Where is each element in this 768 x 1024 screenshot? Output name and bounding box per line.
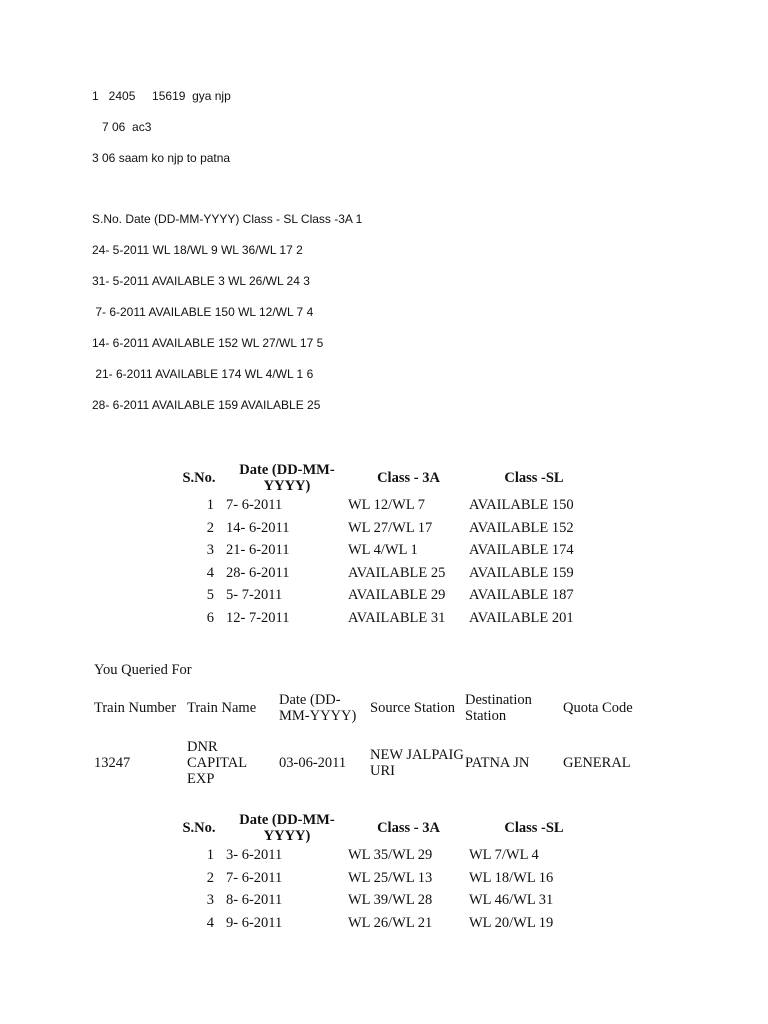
query-header-train-number: Train Number: [94, 700, 177, 716]
cell-date: 14- 6-2011: [226, 519, 290, 536]
table-row: [172, 517, 599, 540]
list-item: 24- 5-2011 WL 18/WL 9 WL 36/WL 17 2: [92, 243, 303, 257]
header-date: Date (DD-MM-YYYY): [239, 812, 335, 844]
cell-class-sl: AVAILABLE 150: [469, 497, 574, 514]
query-train-number: 13247: [94, 755, 131, 771]
query-table: [94, 682, 653, 792]
cell-sno: 1: [206, 847, 214, 864]
list-item: 7- 6-2011 AVAILABLE 150 WL 12/WL 7 4: [92, 305, 314, 319]
header-date: Date (DD-MM-YYYY): [239, 462, 335, 494]
list-item: 21- 6-2011 AVAILABLE 174 WL 4/WL 1 6: [92, 367, 314, 381]
list-item: S.No. Date (DD-MM-YYYY) Class - SL Class -3A 1: [92, 212, 363, 226]
header-class-sl: Class -SL: [504, 470, 564, 486]
query-date: 03-06-2011: [279, 755, 347, 771]
availability-table: [172, 462, 599, 629]
cell-class-sl: AVAILABLE 159: [469, 564, 574, 581]
cell-class-3a: WL 4/WL 1: [348, 542, 418, 559]
list-item: 28- 6-2011 AVAILABLE 159 AVAILABLE 25: [92, 398, 321, 412]
cell-sno: 4: [206, 564, 214, 581]
query-quota: GENERAL: [563, 755, 631, 771]
query-train-name: DNR CAPITAL EXP: [187, 739, 247, 787]
cell-class-sl: AVAILABLE 187: [469, 587, 574, 604]
table-row: [172, 844, 599, 867]
cell-class-sl: AVAILABLE 174: [469, 542, 574, 559]
query-header-quota: Quota Code: [563, 700, 633, 716]
cell-class-3a: AVAILABLE 29: [348, 587, 446, 604]
header-sno: S.No.: [182, 470, 216, 486]
cell-class-3a: WL 26/WL 21: [348, 914, 433, 931]
cell-date: 8- 6-2011: [226, 892, 283, 909]
cell-class-sl: WL 18/WL 16: [469, 869, 554, 886]
query-header-source: Source Station: [370, 700, 455, 716]
cell-date: 5- 7-2011: [226, 587, 283, 604]
header-sno: S.No.: [182, 820, 216, 836]
cell-sno: 5: [206, 587, 214, 604]
cell-sno: 1: [206, 497, 214, 514]
table-header-row: [172, 812, 599, 844]
cell-class-sl: AVAILABLE 152: [469, 519, 574, 536]
availability-table-2: [172, 812, 599, 934]
query-title: You Queried For: [94, 662, 192, 678]
cell-date: 28- 6-2011: [226, 564, 290, 581]
note-line: 3 06 saam ko njp to patna: [92, 151, 231, 165]
query-header-date: Date (DD-MM-YYYY): [279, 692, 357, 724]
table-row: [172, 889, 599, 912]
cell-sno: 2: [206, 519, 214, 536]
cell-class-3a: WL 39/WL 28: [348, 892, 433, 909]
table-row: [172, 584, 599, 607]
note-line: 7 06 ac3: [92, 120, 152, 134]
query-destination: PATNA JN: [465, 755, 530, 771]
cell-sno: 3: [206, 542, 214, 559]
table-row: [172, 867, 599, 890]
cell-date: 7- 6-2011: [226, 497, 283, 514]
table-row: [172, 562, 599, 585]
query-source: NEW JALPAIGURI: [370, 747, 464, 779]
list-item: 14- 6-2011 AVAILABLE 152 WL 27/WL 17 5: [92, 336, 324, 350]
cell-date: 3- 6-2011: [226, 847, 283, 864]
table-row: [172, 912, 599, 935]
cell-sno: 3: [206, 892, 214, 909]
cell-class-sl: WL 20/WL 19: [469, 914, 554, 931]
header-class-sl: Class -SL: [504, 820, 564, 836]
query-header-destination: Destination Station: [465, 692, 532, 724]
cell-class-3a: WL 12/WL 7: [348, 497, 426, 514]
cell-date: 9- 6-2011: [226, 914, 283, 931]
query-header-train-name: Train Name: [187, 700, 257, 716]
cell-sno: 6: [206, 609, 214, 626]
list-item: 31- 5-2011 AVAILABLE 3 WL 26/WL 24 3: [92, 274, 310, 288]
cell-class-3a: AVAILABLE 31: [348, 609, 446, 626]
header-class-3a: Class - 3A: [377, 820, 440, 836]
cell-class-3a: WL 27/WL 17: [348, 519, 433, 536]
cell-class-3a: WL 35/WL 29: [348, 847, 433, 864]
cell-class-3a: WL 25/WL 13: [348, 869, 433, 886]
header-class-3a: Class - 3A: [377, 470, 440, 486]
cell-date: 12- 7-2011: [226, 609, 290, 626]
table-row: [172, 607, 599, 630]
query-header-row: [94, 682, 653, 734]
table-row: [172, 539, 599, 562]
cell-sno: 2: [206, 869, 214, 886]
cell-class-sl: AVAILABLE 201: [469, 609, 574, 626]
table-row: [172, 494, 599, 517]
query-row: [94, 734, 653, 792]
cell-class-sl: WL 46/WL 31: [469, 892, 554, 909]
cell-date: 7- 6-2011: [226, 869, 283, 886]
table-header-row: [172, 462, 599, 494]
note-line: 1 2405 15619 gya njp: [92, 89, 231, 103]
cell-sno: 4: [206, 914, 214, 931]
cell-class-3a: AVAILABLE 25: [348, 564, 446, 581]
cell-date: 21- 6-2011: [226, 542, 290, 559]
cell-class-sl: WL 7/WL 4: [469, 847, 539, 864]
